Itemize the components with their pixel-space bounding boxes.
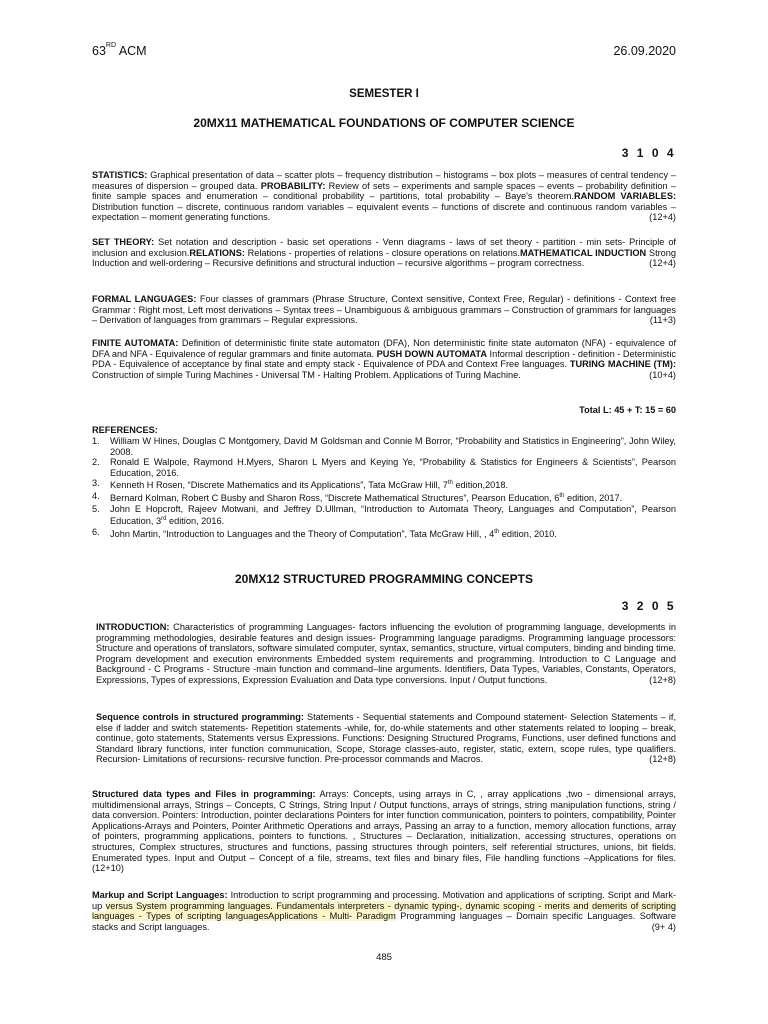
reference-number: 4. <box>92 491 100 502</box>
body-text: Statements - Sequential statements and Compound statement- Selection Statements – if, else if ladder and switch statements- Repetition statements -while, for, do-while statements and other statements related to looping – break, continue, goto statements, Statements versus Expressions. Functions: Designing Structured Programs, Functions, user defined functions and Standard library functions, inter function communication, Scope, Storage classes-auto, register, static, extern, scope rules, type qualifiers. Recursion- Limitations of recursions- recursive function. Pre-processor commands and Macros. <box>96 712 676 765</box>
topic-heading: FORMAL LANGUAGES: <box>92 294 197 304</box>
course2-unit-3 <box>92 789 676 874</box>
course2-unit-2 <box>96 712 676 765</box>
unit-hours: (12+8) <box>649 674 676 685</box>
reference-number: 5. <box>92 503 100 514</box>
topic-heading: TURING MACHINE (TM): <box>569 359 676 370</box>
header-date: 26.09.2020 <box>613 44 676 58</box>
body-text: Informal description - definition - Deterministic PDA - Equivalence of acceptance by final state and empty stack - Equivalence of PDA and Context Free languages. <box>92 348 676 370</box>
references-list <box>92 436 676 540</box>
topic-heading: STATISTICS: <box>92 170 148 180</box>
references-heading: REFERENCES: <box>92 425 158 435</box>
unit-hours: (12+8) <box>649 754 676 765</box>
course2-title: 20MX12 STRUCTURED PROGRAMMING CONCEPTS <box>234 572 534 586</box>
reference-number: 1. <box>92 436 100 446</box>
body-text: Arrays: Concepts, using arrays in C, , array applications ,two - dimensional arrays, multidimensional arrays, Strings – Concepts, C Strings, String Input / Output functions, arrays of strings, string manipulation functions, string / data conversion. Pointers: Introduction, pointer declarations Pointers for inter function communication, pointers to pointers, compatibility, Pointer Applications-Arrays and Pointers, Pointer Arithmetic Operations and arrays, Passing an array to a function, memory allocation functions, array of pointers, programming applications, pointers to functions. , Structures – Declaration, initialization, accessing structures, operations on structures, Complex structures, structures and functions, passing structures through pointers, self referential structures, unions, bit fields. Enumerated types. Input and Output – Concept of a file, streams, text files and binary files, File handling functions –Applications for files. (12+10) <box>92 789 676 874</box>
body-text: Strong Induction and well-ordering – Recursive definitions and structural induction – recursive algorithms – program correctness. <box>92 247 677 269</box>
body-text: John E Hopcroft, Rajeev Motwani, and Jeffrey D.Ullman, “Introduction to Automata Theory, Languages and Computation”, Pearson Education, 3 <box>110 503 676 527</box>
reference-number: 6. <box>92 526 100 537</box>
topic-heading: PUSH DOWN AUTOMATA <box>376 348 487 359</box>
topic-heading: INTRODUCTION: <box>96 622 170 632</box>
body-text: Graphical presentation of data – scatter plots – frequency distribution – histograms – box plots – measures of central tendency – measures of dispersion – grouped data. <box>92 170 676 191</box>
body-text: William W Hines, Douglas C Montgomery, David M Goldsman and Connie M Borror, “Probability and Statistics in Engineering”, John Wiley, 2008. <box>110 436 676 457</box>
unit-hours: (11+3) <box>649 315 676 326</box>
course1-total: Total L: 45 + T: 15 = 60 <box>579 405 676 415</box>
topic-heading: RELATIONS: <box>189 247 245 258</box>
body-text: Ronald E Walpole, Raymond H.Myers, Sharon L Myers and Keying Ye, “Probability & Statistics for Engineers & Scientists”, Pearson Education, 2016. <box>110 457 676 478</box>
header-left: 63RD ACM <box>92 42 147 58</box>
superscript: rd <box>161 516 167 523</box>
topic-heading: RANDOM VARIABLES: <box>573 191 677 202</box>
course2-credits: 3 2 0 5 <box>621 599 676 613</box>
body-text: edition,2018. <box>452 480 509 491</box>
body-text: Review of sets – experiments and sample spaces – events – probability definition – finite sample spaces and enumeration – conditional probability – partitions, total probability – Baye's theorem. <box>92 180 676 202</box>
course2-unit-4 <box>92 890 676 932</box>
unit-hours: (12+4) <box>649 212 676 223</box>
highlighted-text: versus System programming languages. Fundamentals interpreters - dynamic typing-, dynamic scoping - merits and demerits of scripting languages - Types of scripting languagesApplications - Multi- Paradigm <box>92 900 676 922</box>
body-text: Distribution function – discrete, continuous random variables – equivalent events – functions of discrete and continuous random variables – expectation – moment generating functions. <box>92 201 676 223</box>
reference-item <box>92 457 676 478</box>
reference-item <box>92 527 676 540</box>
unit-hours: (10+4) <box>649 369 676 380</box>
reference-item <box>92 504 676 527</box>
superscript: th <box>494 528 500 535</box>
body-text: Four classes of grammars (Phrase Structure, Context sensitive, Context Free, Regular) - definitions - Context free Grammar : Right most, Left most derivations – Syntax trees – Unambiguous & ambiguous grammars – Construction of grammars for languages – Derivation of languages from grammars – Regular expressions. <box>92 294 676 326</box>
reference-number: 2. <box>92 457 100 468</box>
body-text: Introduction to script programming and processing. Motivation and applications of scripting. Script and Mark-up <box>92 890 677 911</box>
page-number: 485 <box>376 952 392 963</box>
topic-heading: Markup and Script Languages: <box>92 890 228 900</box>
semester-heading: SEMESTER I <box>349 88 419 100</box>
reference-number: 3. <box>92 478 100 489</box>
course1-title: 20MX11 MATHEMATICAL FOUNDATIONS OF COMPUTER SCIENCE <box>193 116 575 130</box>
course1-credits: 3 1 0 4 <box>621 146 676 160</box>
unit-hours: (9+ 4) <box>651 921 676 932</box>
topic-heading: FINITE AUTOMATA: <box>92 338 179 348</box>
body-text: Definition of deterministic finite state automaton (DFA), Non deterministic finite state automaton (NFA) - equivalence of DFA and NFA - Equivalence of regular grammars and finite automata. <box>92 338 676 359</box>
topic-heading: SET THEORY: <box>92 237 155 247</box>
superscript: th <box>559 493 565 500</box>
body-text: Kenneth H Rosen, “Discrete Mathematics and its Applications”, Tata McGraw Hill, 7 <box>110 480 448 491</box>
topic-heading: PROBABILITY: <box>260 180 326 191</box>
topic-heading: Sequence controls in structured programming: <box>96 712 304 722</box>
body-text: edition, 2010. <box>499 529 557 539</box>
course2-unit-1 <box>96 622 676 686</box>
reference-item <box>92 478 676 491</box>
body-text: Relations - properties of relations - closure operations on relations. <box>244 247 520 258</box>
reference-item <box>92 491 676 504</box>
unit-hours: (12+4) <box>649 258 676 269</box>
course1-unit-3 <box>92 294 676 326</box>
course1-unit-4 <box>92 338 676 380</box>
body-text: edition, 2017. <box>564 493 623 504</box>
body-text: Set notation and description - basic set operations - Venn diagrams - laws of set theory - partition - min sets- Principle of inclusion and exclusion. <box>92 237 676 258</box>
body-text: Construction of simple Turing Machines - Universal TM - Halting Problem. Applications of Turing Machine. <box>92 369 521 380</box>
reference-item <box>92 436 676 457</box>
topic-heading: Structured data types and Files in programming: <box>92 789 316 799</box>
body-text: Bernard Kolman, Robert C Busby and Sharon Ross, “Discrete Mathematical Structures”, Pearson Education, 6 <box>110 493 560 504</box>
course1-unit-2 <box>92 237 676 269</box>
course1-unit-1 <box>92 170 676 223</box>
body-text: Characteristics of programming Languages- factors influencing the evolution of programming language, developments in programming methodologies, desirable features and design issues- Programming language paradigms. Programming language processors: Structure and operations of translators, software simulated computer, syntax, semantics, structure, virtual computers, binding and binding time. Program development and execution environments Embedded system requirements and programming. Introduction to C Language and Background - C Programs - Structure -main function and command–line arguments. Identifiers, Data Types, Variables, Constants, Operators, Expressions, Types of expressions, Expression Evaluation and Data type conversions. Input / Output functions. <box>96 622 676 685</box>
superscript: th <box>447 480 453 487</box>
body-text: Programming languages – Domain specific Languages. Software stacks and Script languages. <box>92 911 676 932</box>
body-text: edition, 2016. <box>166 516 225 527</box>
topic-heading: MATHEMATICAL INDUCTION <box>519 247 647 258</box>
body-text: John Martin, “Introduction to Languages and the Theory of Computation”, Tata McGraw Hill, , 4 <box>110 529 495 539</box>
